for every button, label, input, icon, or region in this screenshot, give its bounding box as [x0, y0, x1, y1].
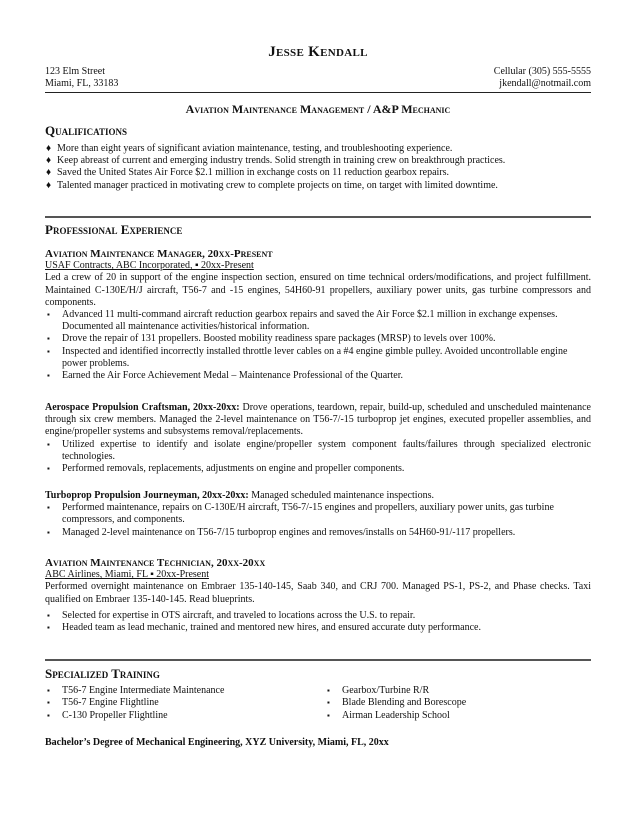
list-item: ▪ Utilized expertise to identify and isolate engine/propeller system component faults/failures through specialized electronic technologies. [47, 438, 591, 462]
job-aviation-maintenance-technician [45, 557, 591, 634]
list-item: ▪ Performed removals, replacements, adjustments on engine and propeller components. [47, 463, 405, 475]
experience-heading: Professional Experience [45, 222, 183, 237]
list-item: ▪ Drove the repair of 131 propellers. Boosted mobility readiness spare packages (MRSP) to levels over 100%. [47, 333, 496, 345]
job-summary: Led a crew of 20 in support of the engine inspection section, ensured on time technical orders/modifications, and project fulfillment. Maintained C-130E/H/J aircraft, T56-7 and -15 engines, 54H60-91 propellers, auxiliary power units, gas turbine compressors and components. [45, 272, 591, 308]
list-item: ▪ C-130 Propeller Flightline [47, 709, 168, 721]
square-bullet-icon: ▪ [327, 698, 330, 708]
training-column-left [45, 685, 224, 722]
square-bullet-icon: ▪ [47, 686, 50, 695]
square-bullet-icon: ▪ [47, 527, 50, 537]
list-item: ♦ More than eight years of significant aviation maintenance, testing, and troubleshooting experience. [46, 143, 453, 154]
job-turboprop-propulsion-journeyman [45, 490, 591, 539]
address [45, 66, 118, 90]
square-bullet-icon: ▪ [327, 686, 330, 695]
square-bullet-icon: ▪ [47, 464, 50, 474]
job-title: Turboprop Propulsion Journeyman, 20xx-20xx: [45, 490, 249, 501]
address-line-2: Miami, FL, 33183 [45, 78, 119, 90]
training-heading: Specialized Training [45, 666, 160, 681]
job-aviation-maintenance-manager [45, 248, 591, 382]
list-item: ▪ Performed maintenance, repairs on C-130E/H aircraft, T56-7/-15 engines and propellers, auxiliary power units, gas turbine compressors, and components. [47, 502, 554, 526]
list-item: ▪ Advanced 11 multi-command aircraft reduction gearbox repairs and saved the Air Force $2.1 million in exchange expenses. Documented all maintenance activities/historical information. [47, 309, 558, 333]
square-bullet-icon: ▪ [47, 439, 50, 449]
list-item: ▪ Airman Leadership School [327, 709, 450, 721]
list-item: ▪ T56-7 Engine Flightline [47, 697, 159, 709]
diamond-bullet-icon: ♦ [46, 155, 52, 167]
job-bullets [45, 309, 591, 382]
job-employer: USAF Contracts, ABC Incorporated, ▪ 20xx-Present [45, 260, 254, 272]
square-bullet-icon: ▪ [47, 371, 50, 381]
square-bullet-icon: ▪ [47, 346, 50, 356]
phone: Cellular (305) 555-5555 [493, 66, 591, 77]
section-rule [45, 216, 591, 218]
square-bullet-icon: ▪ [47, 310, 50, 320]
list-item: ♦ Keep abreast of current and emerging industry trends. Solid strength in training crew on breakthrough practices. [46, 155, 506, 167]
job-summary: Managed scheduled maintenance inspections. [248, 490, 434, 501]
job-bullets [45, 610, 591, 634]
qualifications-heading: Qualifications [45, 123, 127, 138]
square-bullet-icon: ▪ [47, 698, 50, 708]
list-item: ▪ Gearbox/Turbine R/R [327, 685, 430, 696]
qualifications-list [45, 143, 591, 192]
square-bullet-icon: ▪ [327, 710, 330, 720]
header-rule [45, 92, 591, 93]
list-item: ▪ Earned the Air Force Achievement Medal – Maintenance Professional of the Quarter. [47, 370, 403, 382]
square-bullet-icon: ▪ [47, 334, 50, 344]
diamond-bullet-icon: ♦ [46, 167, 52, 179]
diamond-bullet-icon: ♦ [46, 143, 52, 154]
training-column-right [325, 685, 466, 722]
list-item: ▪ Headed team as lead mechanic, trained and mentored new hires, and ensured accurate duty performance. [47, 622, 481, 634]
email: jkendall@notmail.com [499, 78, 591, 90]
list-item: ▪ T56-7 Engine Intermediate Maintenance [47, 685, 225, 696]
square-bullet-icon: ▪ [47, 503, 50, 513]
list-item: ▪ Managed 2-level maintenance on T56-7/15 turboprop engines and removes/installs on 54H60-91/-117 propellers. [47, 526, 516, 538]
list-item: ♦ Saved the United States Air Force $2.1 million in exchange costs on 11 reduction gearbox repairs. [46, 167, 450, 179]
job-aerospace-propulsion-craftsman [45, 402, 591, 475]
list-item: ♦ Talented manager practiced in motivating crew to complete projects on time, on target with limited downtime. [46, 179, 498, 191]
job-bullets [45, 502, 591, 539]
list-item: ▪ Blade Blending and Borescope [327, 697, 467, 709]
job-summary: Drove operations, teardown, repair, build-up, scheduled and unscheduled maintenance through six crew members. Managed the 2-level maintenance on T56-7/-15 turboprop jet engines, executed propeller assemblies, and engine/propeller systems and subsystems removal/replacements. [45, 402, 591, 438]
education-degree: Bachelor’s Degree of Mechanical Engineering, XYZ University, Miami, FL, 20xx [45, 737, 389, 748]
job-title: Aerospace Propulsion Craftsman, 20xx-20xx: [45, 402, 240, 413]
section-rule [45, 659, 591, 661]
square-bullet-icon: ▪ [47, 610, 50, 620]
job-summary: Performed overnight maintenance on Embraer 135-140-145, Saab 340, and CRJ 700. Managed PS-1, PS-2, and Phase checks. Taxi qualified on Embraer 135-140-145. Read blueprints. [45, 581, 591, 605]
headline: Aviation Maintenance Management / A&P Mechanic [185, 102, 451, 116]
job-employer: ABC Airlines, Miami, FL ▪ 20xx-Present [45, 569, 210, 581]
job-title: Aviation Maintenance Manager, 20xx-Present [45, 248, 273, 260]
diamond-bullet-icon: ♦ [46, 179, 52, 191]
phone-email [494, 66, 591, 90]
square-bullet-icon: ▪ [47, 623, 50, 633]
address-line-1: 123 Elm Street [45, 66, 105, 77]
list-item: ▪ Inspected and identified incorrectly installed throttle lever cables on a #4 engine gimble pulley. Avoided uncontrollable engine power problems. [47, 345, 568, 369]
job-bullets [45, 439, 591, 476]
square-bullet-icon: ▪ [47, 710, 50, 720]
list-item: ▪ Selected for expertise in OTS aircraft, and traveled to locations across the U.S. to repair. [47, 609, 416, 621]
applicant-name: Jesse Kendall [268, 44, 368, 60]
job-title: Aviation Maintenance Technician, 20xx-20xx [45, 557, 266, 569]
